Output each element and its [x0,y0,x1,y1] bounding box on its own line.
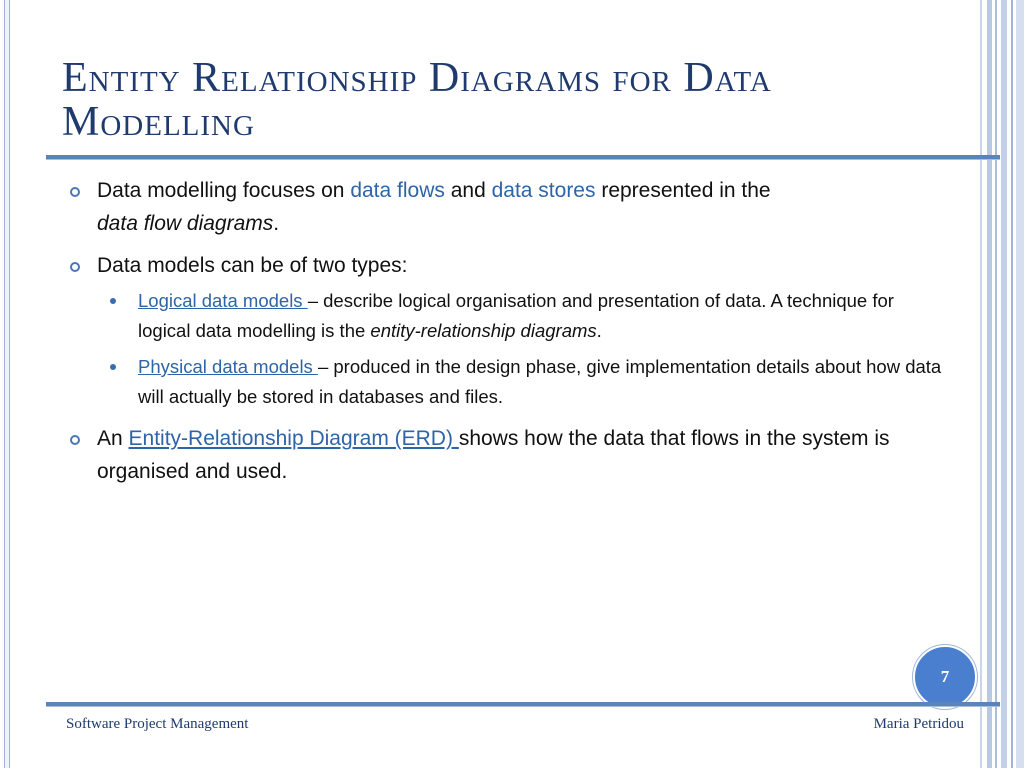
stripe [1016,0,1024,768]
stripe [1011,0,1013,768]
bullet-text: represented in the [595,179,771,202]
left-frame-border [4,0,10,768]
bullet-data-model-types [70,249,950,282]
subbullet-text: . [596,320,602,341]
stripe [1001,0,1007,768]
subbullet-text: – produced in the design phase, give implementation details about how data will actually be stored in databases and files. [138,356,942,407]
bullet-ring-icon [70,187,80,197]
bullet-text: . [273,212,280,235]
stripe [995,0,997,768]
bullet-text: Data models can be of two types: [97,254,408,277]
page-number-badge: 7 [913,645,977,709]
emphasis-erd: entity-relationship diagrams [370,320,597,341]
highlight-data-stores: data stores [491,179,596,202]
bullet-text: shows how the data that flows in the system is organised and used. [97,427,890,483]
bullet-text: Data modelling focuses on [97,179,351,202]
bullet-text: and [444,179,492,202]
stripe [980,0,982,768]
title-divider [46,155,1000,160]
footer-divider [46,702,1000,707]
subbullet-logical-models [70,286,950,346]
link-logical-data-models[interactable]: Logical data models [138,290,308,311]
link-erd[interactable]: Entity-Relationship Diagram (ERD) [128,427,459,450]
emphasis-data-flow-diagrams: data flow diagrams [97,212,274,235]
footer-course: Software Project Management [66,716,249,732]
bullet-dot-icon [110,364,116,370]
subbullet-text: – describe logical organisation and presentation of data. A technique for logical data modelling is the [138,290,894,341]
footer-author: Maria Petridou [873,716,964,732]
subbullet-physical-models [70,352,950,412]
bullet-dot-icon [110,298,116,304]
slide-content [70,174,950,497]
bullet-data-modelling [70,174,950,240]
slide-title: Entity Relationship Diagrams for Data Modelling [62,55,772,145]
right-decorative-stripes [980,0,1024,768]
bullet-ring-icon [70,435,80,445]
bullet-ring-icon [70,262,80,272]
bullet-text: An [97,427,129,450]
link-physical-data-models[interactable]: Physical data models [138,356,318,377]
highlight-data-flows: data flows [350,179,445,202]
stripe [987,0,992,768]
bullet-erd [70,422,950,488]
